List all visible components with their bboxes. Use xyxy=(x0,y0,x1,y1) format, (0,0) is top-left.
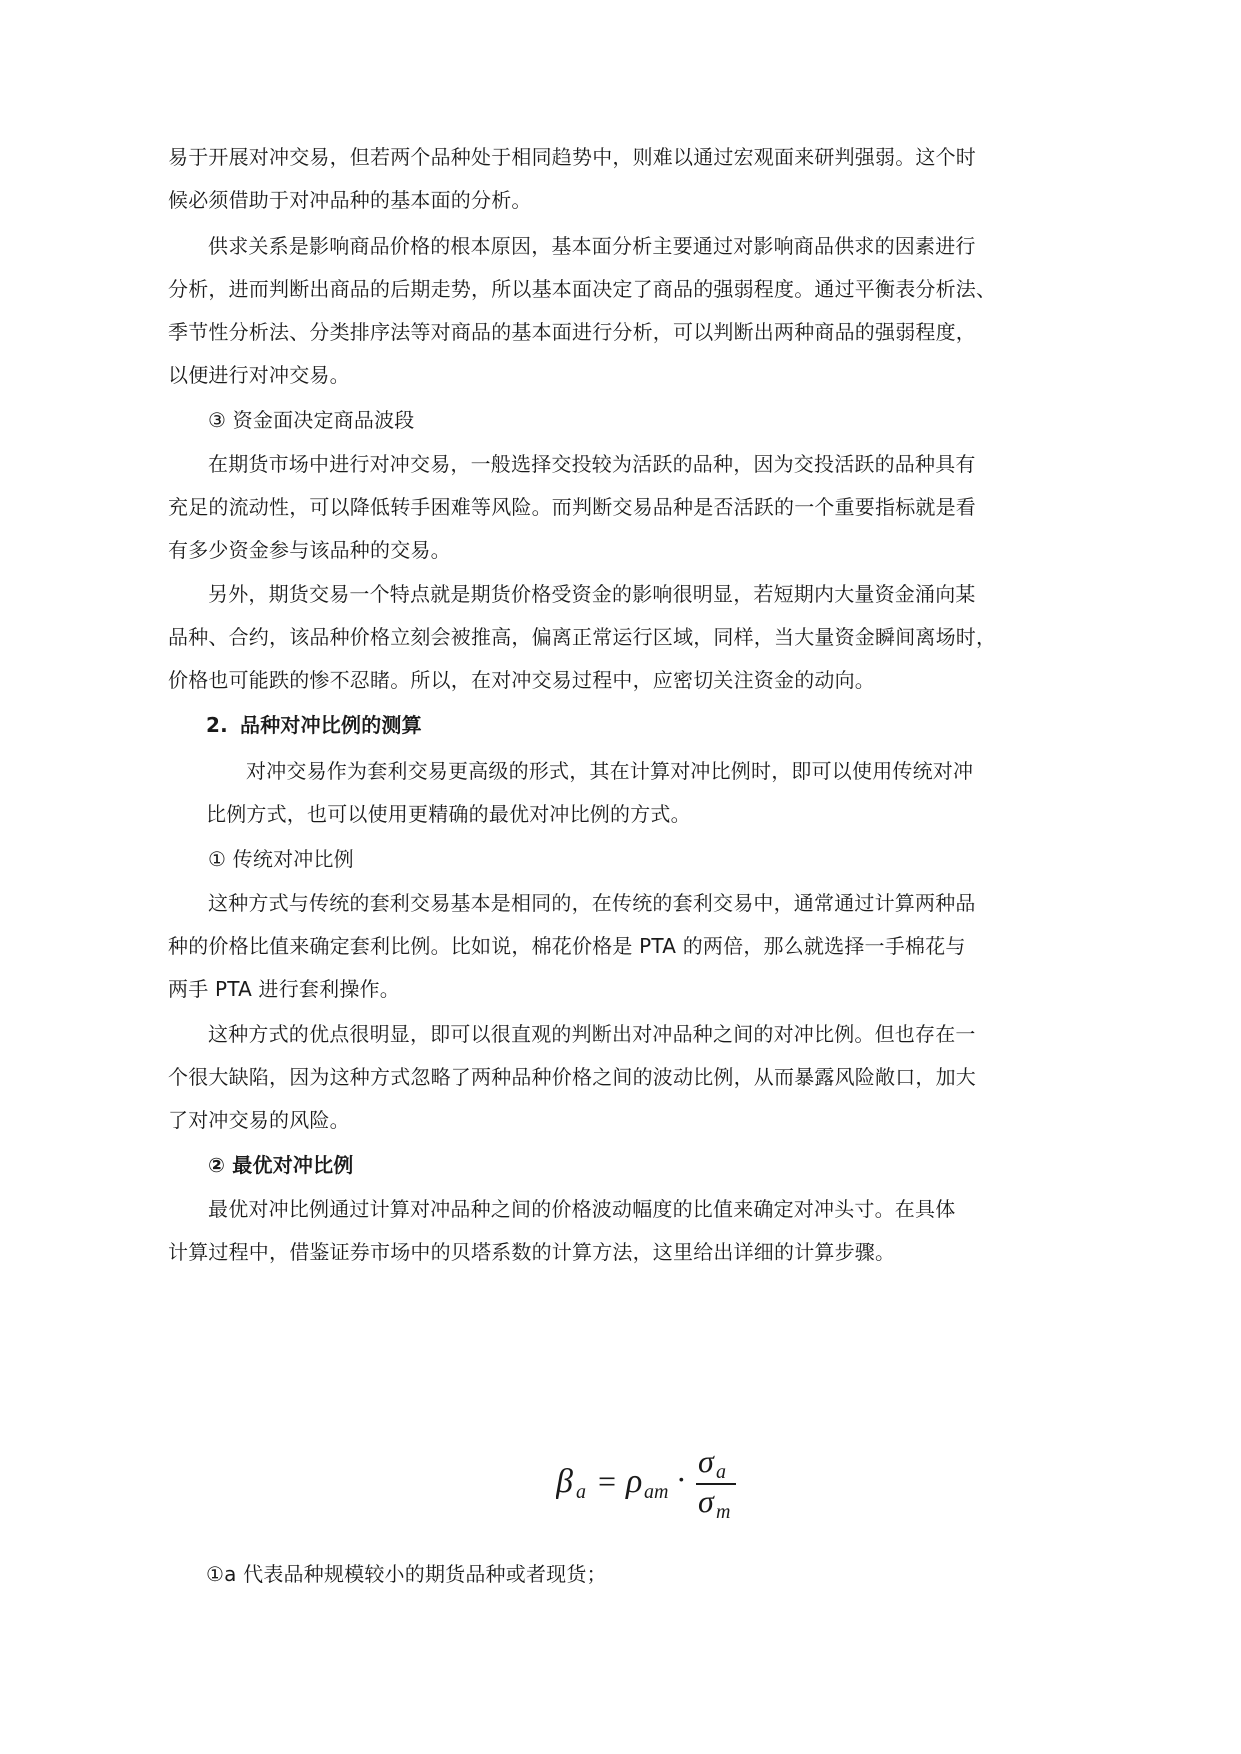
paragraph-line: 分析，进而判断出商品的后期走势，所以基本面决定了商品的强弱程度。通过平衡表分析法、 xyxy=(168,277,997,301)
numerator-sigma: σ xyxy=(698,1443,714,1479)
rho-symbol: ρ xyxy=(626,1463,643,1500)
paragraph-line: 了对冲交易的风险。 xyxy=(168,1108,350,1132)
denominator-subscript: m xyxy=(716,1501,731,1520)
paragraph-line: 易于开展对冲交易，但若两个品种处于相同趋势中，则难以通过宏观面来研判强弱。这个时 xyxy=(168,145,976,169)
section-heading: 品种对冲比例的测算 xyxy=(240,713,422,737)
beta-symbol: β xyxy=(556,1463,573,1500)
numerator-subscript: a xyxy=(716,1461,726,1483)
section-heading: ① 传统对冲比例 xyxy=(208,847,354,871)
paragraph-line: 另外，期货交易一个特点就是期货价格受资金的影响很明显，若短期内大量资金涌向某 xyxy=(208,582,976,606)
section-number: 2. xyxy=(206,713,228,737)
paragraph-line: 最优对冲比例通过计算对冲品种之间的价格波动幅度的比值来确定对冲头寸。在具体 xyxy=(208,1197,956,1221)
paragraph-line: 计算过程中，借鉴证券市场中的贝塔系数的计算方法，这里给出详细的计算步骤。 xyxy=(168,1240,896,1264)
dot-operator: · xyxy=(676,1461,687,1497)
paragraph-line: 两手 PTA 进行套利操作。 xyxy=(168,977,400,1001)
equals-sign: = xyxy=(598,1463,617,1499)
paragraph-line: 品种、合约，该品种价格立刻会被推高，偏离正常运行区域，同样，当大量资金瞬间离场时， xyxy=(168,625,997,649)
paragraph-line: 对冲交易作为套利交易更高级的形式，其在计算对冲比例时，即可以使用传统对冲 xyxy=(246,759,974,783)
paragraph-line: 供求关系是影响商品价格的根本原因，基本面分析主要通过对影响商品供求的因素进行 xyxy=(208,234,976,258)
paragraph-line: 个很大缺陷，因为这种方式忽略了两种品种价格之间的波动比例，从而暴露风险敞口，加大 xyxy=(168,1065,976,1089)
section-heading: ② 最优对冲比例 xyxy=(208,1153,354,1177)
section-heading: ③ 资金面决定商品波段 xyxy=(208,408,415,432)
denominator-sigma: σ xyxy=(698,1483,714,1519)
paragraph-line: 季节性分析法、分类排序法等对商品的基本面进行分析，可以判断出两种商品的强弱程度， xyxy=(168,320,976,344)
paragraph-line: 以便进行对冲交易。 xyxy=(168,363,350,387)
paragraph-line: 比例方式，也可以使用更精确的最优对冲比例的方式。 xyxy=(206,802,691,826)
paragraph-line: ①a 代表品种规模较小的期货品种或者现货； xyxy=(206,1562,607,1586)
paragraph-line: 种的价格比值来确定套利比例。比如说，棉花价格是 PTA 的两倍，那么就选择一手棉花与 xyxy=(168,934,966,958)
paragraph-line: 充足的流动性，可以降低转手困难等风险。而判断交易品种是否活跃的一个重要指标就是看 xyxy=(168,495,976,519)
paragraph-line: 这种方式的优点很明显，即可以很直观的判断出对冲品种之间的对冲比例。但也存在一 xyxy=(208,1022,976,1046)
paragraph-line: 这种方式与传统的套利交易基本是相同的，在传统的套利交易中，通常通过计算两种品 xyxy=(208,891,976,915)
rho-subscript: am xyxy=(644,1481,669,1503)
paragraph-line: 有多少资金参与该品种的交易。 xyxy=(168,538,451,562)
beta-formula xyxy=(556,1440,756,1520)
paragraph-line: 价格也可能跌的惨不忍睹。所以，在对冲交易过程中，应密切关注资金的动向。 xyxy=(168,668,875,692)
paragraph-line: 在期货市场中进行对冲交易，一般选择交投较为活跃的品种，因为交投活跃的品种具有 xyxy=(208,452,976,476)
paragraph-line: 候必须借助于对冲品种的基本面的分析。 xyxy=(168,188,532,212)
beta-subscript: a xyxy=(576,1481,586,1503)
